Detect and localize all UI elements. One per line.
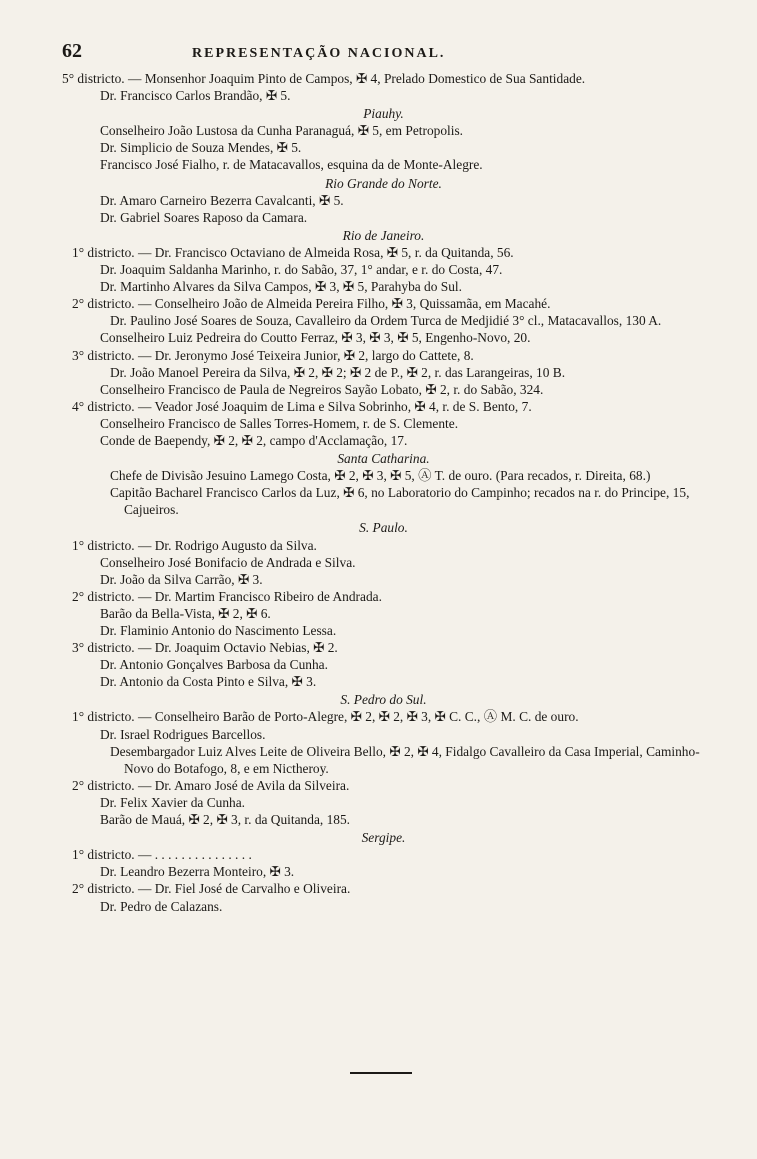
entry-line: Conselheiro Francisco de Salles Torres-Homem, r. de S. Clemente. bbox=[100, 415, 459, 431]
entry-line: Dr. Antonio Gonçalves Barbosa da Cunha. bbox=[100, 657, 328, 673]
entry-line: Dr. Gabriel Soares Raposo da Camara. bbox=[100, 209, 308, 225]
entry-line: Conde de Baependy, ✠ 2, ✠ 2, campo d'Acclamação, 17. bbox=[100, 432, 408, 448]
entry-line: 1° districto. — Conselheiro Barão de Porto-Alegre, ✠ 2, ✠ 2, ✠ 3, ✠ C. C., Ⓐ M. C. de ouro. bbox=[72, 709, 579, 725]
entry-line: 2° districto. — Dr. Amaro José de Avila da Silveira. bbox=[72, 777, 350, 793]
entry-line: 2° districto. — Dr. Fiel José de Carvalho e Oliveira. bbox=[72, 881, 351, 897]
entry-line: Conselheiro José Bonifacio de Andrada e Silva. bbox=[100, 554, 356, 570]
entry-line: 5° districto. — Monsenhor Joaquim Pinto de Campos, ✠ 4, Prelado Domestico de Sua Santidade. bbox=[62, 71, 586, 86]
entry-line: 1° districto. — . . . . . . . . . . . . . . . bbox=[72, 847, 252, 863]
section-heading: Sergipe. bbox=[361, 830, 406, 846]
entry-line: Francisco José Fialho, r. de Matacavallos, esquina da de Monte-Alegre. bbox=[100, 157, 483, 173]
entry-line: Dr. Flaminio Antonio do Nascimento Lessa. bbox=[100, 623, 337, 638]
entry-line: Dr. Israel Rodrigues Barcellos. bbox=[100, 726, 266, 742]
entry-line: 1° districto. — Dr. Rodrigo Augusto da Silva. bbox=[72, 537, 317, 553]
entry-line: Dr. Joaquim Saldanha Marinho, r. do Sabão, 37, 1° andar, e r. do Costa, 47. bbox=[100, 262, 503, 278]
entry-line: Conselheiro Luiz Pedreira do Coutto Ferraz, ✠ 3, ✠ 3, ✠ 5, Engenho-Novo, 20. bbox=[100, 330, 531, 346]
entry-line: Dr. João da Silva Carrão, ✠ 3. bbox=[100, 571, 263, 587]
entry-line: Dr. Francisco Carlos Brandão, ✠ 5. bbox=[100, 88, 291, 104]
section-heading: S. Paulo. bbox=[359, 520, 408, 536]
running-title: REPRESENTAÇÃO NACIONAL. bbox=[192, 46, 446, 61]
section-heading: Rio Grande do Norte. bbox=[325, 175, 442, 191]
entry-line: Dr. Martinho Alvares da Silva Campos, ✠ 3, ✠ 5, Parahyba do Sul. bbox=[100, 279, 463, 295]
page-number: 62 bbox=[62, 40, 82, 62]
entry-line: Barão de Mauá, ✠ 2, ✠ 3, r. da Quitanda, 185. bbox=[100, 812, 351, 828]
entry-line: Dr. Antonio da Costa Pinto e Silva, ✠ 3. bbox=[100, 674, 317, 690]
entry-line: Capitão Bacharel Francisco Carlos da Luz, ✠ 6, no Laboratorio do Campinho; recados na r. do Principe, 15, Cajueiros. bbox=[110, 485, 690, 518]
section-heading: S. Pedro do Sul. bbox=[340, 692, 427, 708]
entry-line: Chefe de Divisão Jesuino Lamego Costa, ✠ 2, ✠ 3, ✠ 5, Ⓐ T. de ouro. (Para recados, r. Direita, 68.) bbox=[110, 468, 651, 484]
entry-line: Dr. Pedro de Calazans. bbox=[100, 898, 223, 914]
closing-rule bbox=[350, 1072, 412, 1074]
entry-line: Dr. Paulino José Soares de Souza, Cavalleiro da Ordem Turca de Medjidié 3° cl., Matacavallos, 130 A. bbox=[110, 313, 662, 329]
entry-line: 2° districto. — Conselheiro João de Almeida Pereira Filho, ✠ 3, Quissamãa, em Macahé. bbox=[72, 296, 551, 312]
section-heading: Santa Catharina. bbox=[337, 451, 430, 467]
entry-line: 4° districto. — Veador José Joaquim de Lima e Silva Sobrinho, ✠ 4, r. de S. Bento, 7. bbox=[72, 398, 532, 414]
entry-line: Dr. Felix Xavier da Cunha. bbox=[100, 794, 246, 810]
entries-list bbox=[62, 70, 705, 915]
entry-line: 3° districto. — Dr. Joaquim Octavio Nebias, ✠ 2. bbox=[72, 640, 338, 656]
entry-line: Conselheiro Francisco de Paula de Negreiros Sayão Lobato, ✠ 2, r. do Sabão, 324. bbox=[100, 381, 544, 397]
entry-line: Dr. Simplicio de Souza Mendes, ✠ 5. bbox=[100, 140, 302, 156]
entry-line: Dr. Amaro Carneiro Bezerra Cavalcanti, ✠ 5. bbox=[100, 192, 344, 208]
entry-line: Barão da Bella-Vista, ✠ 2, ✠ 6. bbox=[100, 605, 271, 621]
entry-line: Desembargador Luiz Alves Leite de Oliveira Bello, ✠ 2, ✠ 4, Fidalgo Cavalleiro da Casa Imperial, Caminho-Novo do Botafogo, 8, e em Nictheroy. bbox=[110, 743, 700, 776]
entry-line: 1° districto. — Dr. Francisco Octaviano de Almeida Rosa, ✠ 5, r. da Quitanda, 56. bbox=[72, 244, 514, 260]
page-header bbox=[62, 40, 705, 70]
entry-line: Dr. João Manoel Pereira da Silva, ✠ 2, ✠ 2; ✠ 2 de P., ✠ 2, r. das Larangeiras, 10 B. bbox=[110, 364, 566, 380]
entry-line: 3° districto. — Dr. Jeronymo José Teixeira Junior, ✠ 2, largo do Cattete, 8. bbox=[72, 347, 474, 363]
entry-line: 2° districto. — Dr. Martim Francisco Ribeiro de Andrada. bbox=[72, 588, 382, 604]
section-heading: Piauhy. bbox=[363, 106, 404, 122]
entry-line: Conselheiro João Lustosa da Cunha Paranaguá, ✠ 5, em Petropolis. bbox=[100, 123, 464, 139]
section-heading: Rio de Janeiro. bbox=[342, 227, 425, 243]
entry-line: Dr. Leandro Bezerra Monteiro, ✠ 3. bbox=[100, 864, 295, 880]
